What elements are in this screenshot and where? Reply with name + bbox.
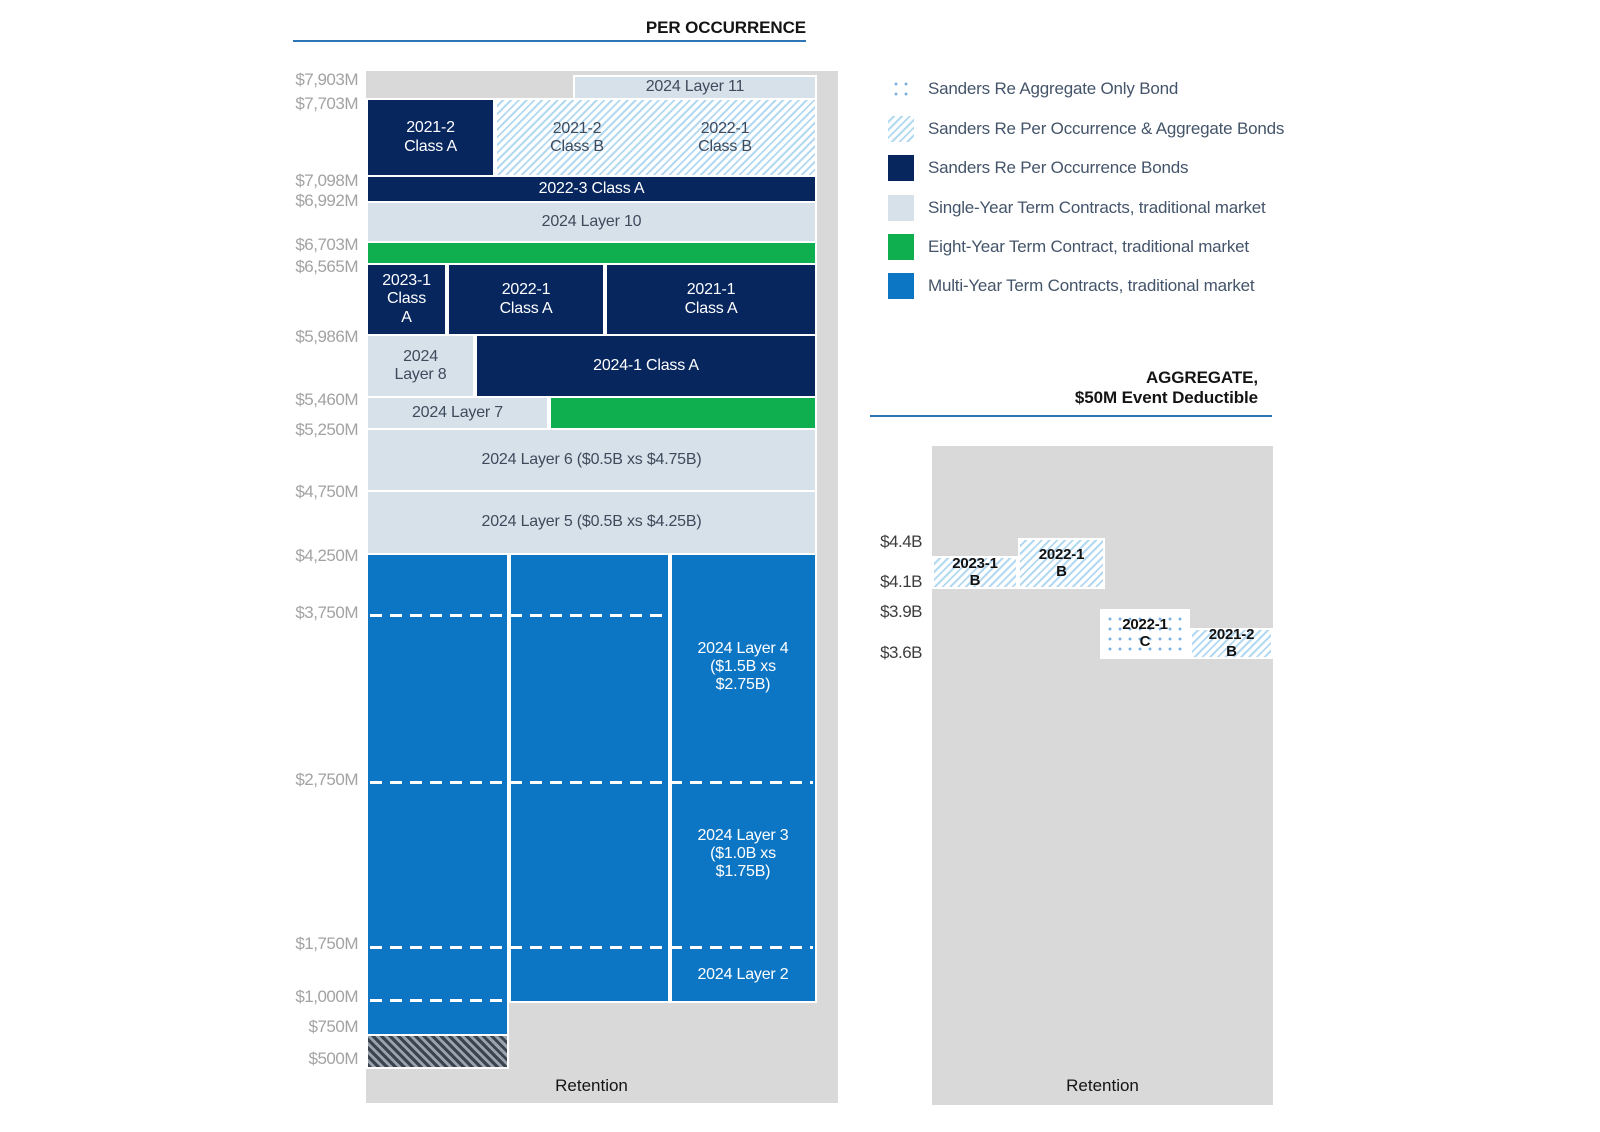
legend-swatch-per-occurrence-bond xyxy=(888,155,914,181)
tower-box-2024-layer-4-1-5b-xs-2-75b xyxy=(366,553,509,1036)
tower-box-label: 2024 Layer 3 ($1.0B xs $1.75B) xyxy=(697,826,789,881)
attachment-dashed-line xyxy=(370,946,813,949)
aggregate-box-label: 2022-1 B xyxy=(1038,545,1085,580)
tower-box-label: 2024 Layer 10 xyxy=(541,212,642,230)
y-axis-tick: $3,750M xyxy=(295,603,358,622)
y-axis-tick: $6,992M xyxy=(295,191,358,210)
y-axis-tick: $500M xyxy=(308,1049,358,1068)
aggregate-title-line2: $50M Event Deductible xyxy=(1074,388,1258,407)
aggregate-title xyxy=(1075,368,1258,408)
tower-box-2022-1-class-a xyxy=(447,263,605,336)
per-occurrence-title-underline xyxy=(293,40,806,42)
tower-box-2022-3-class-a xyxy=(366,175,817,203)
tower-box-per-occ-and-agg-bond xyxy=(495,98,817,177)
y-axis-tick: $2,750M xyxy=(295,770,358,789)
tower-box-label: 2024 Layer 5 ($0.5B xs $4.25B) xyxy=(481,513,702,531)
tower-box-label: 2024 Layer 6 ($0.5B xs $4.75B) xyxy=(481,450,702,468)
y-axis-tick: $7,903M xyxy=(295,70,358,89)
aggregate-retention-label: Retention xyxy=(1066,1076,1139,1095)
legend-swatch-per-occ-and-agg-bond xyxy=(888,116,914,142)
tower-box-2024-layer-3-1-0b-xs-1-75b xyxy=(509,553,670,1003)
per-occurrence-title: PER OCCURRENCE xyxy=(645,18,806,37)
y-axis-tick: $750M xyxy=(308,1017,358,1036)
per-occurrence-retention-label: Retention xyxy=(555,1076,628,1095)
attachment-dashed-line xyxy=(370,781,813,784)
tower-box-2024-layer-10 xyxy=(366,201,817,243)
y-axis-tick: $5,460M xyxy=(295,390,358,409)
aggregate-box-label: 2021-2 B xyxy=(1208,625,1255,660)
tower-box-label: 2024 Layer 2 xyxy=(697,965,789,983)
tower-box-2021-1-class-a xyxy=(605,263,817,336)
aggregate-box-2022-1-c xyxy=(1100,609,1190,659)
tower-box-eight-year xyxy=(549,396,817,430)
aggregate-box-label: 2023-1 B xyxy=(952,554,998,589)
tower-box-2024-layer-2 xyxy=(670,553,817,1003)
aggregate-title-underline xyxy=(870,415,1272,417)
legend-label: Single-Year Term Contracts, traditional market xyxy=(928,198,1266,217)
retention-hatched-band xyxy=(366,1034,509,1069)
legend-swatch-single-year xyxy=(888,195,914,221)
tower-box-label: 2024 Layer 4 ($1.5B xs $2.75B) xyxy=(697,639,789,694)
y-axis-tick: $7,098M xyxy=(295,171,358,190)
y-axis-tick: $4.1B xyxy=(880,572,922,591)
legend-label: Sanders Re Per Occurrence Bonds xyxy=(928,158,1189,177)
legend-label: Sanders Re Per Occurrence & Aggregate Bonds xyxy=(928,119,1285,138)
attachment-dashed-line xyxy=(370,999,505,1002)
y-axis-tick: $3.9B xyxy=(880,602,922,621)
tower-box-2024-layer-8 xyxy=(366,334,475,398)
legend-label: Eight-Year Term Contract, traditional market xyxy=(928,237,1249,256)
legend-swatch-multi-year xyxy=(888,273,914,299)
legend-swatch-aggregate-only-bond xyxy=(888,76,914,102)
tower-box-2024-1-class-a xyxy=(475,334,817,398)
y-axis-tick: $5,250M xyxy=(295,420,358,439)
y-axis-tick: $7,703M xyxy=(295,94,358,113)
y-axis-tick: $1,000M xyxy=(295,987,358,1006)
aggregate-box-label: 2022-1 C xyxy=(1122,616,1168,650)
y-axis-tick: $4,250M xyxy=(295,546,358,565)
tower-box-label: 2021-2 Class B xyxy=(550,119,604,155)
y-axis-tick: $6,565M xyxy=(295,257,358,276)
tower-box-label: 2022-1 Class B xyxy=(698,119,752,155)
aggregate-box-2023-1-b xyxy=(932,556,1018,589)
aggregate-box-2021-2-b xyxy=(1190,625,1273,660)
aggregate-title-line1: AGGREGATE, xyxy=(1145,368,1258,387)
legend-swatch-eight-year xyxy=(888,234,914,260)
tower-box-label: 2024 Layer 7 xyxy=(411,403,503,421)
tower-box-label: 2024 Layer 11 xyxy=(645,78,745,96)
tower-box-label: 2024-1 Class A xyxy=(593,356,699,374)
tower-box-label: 2024 Layer 8 xyxy=(394,347,447,383)
y-axis-tick: $3.6B xyxy=(880,643,922,662)
tower-box-2024-layer-7 xyxy=(366,396,549,430)
tower-box-label: 2022-3 Class A xyxy=(538,179,645,197)
tower-box-2021-2-class-a xyxy=(366,98,495,177)
y-axis-tick: $5,986M xyxy=(295,327,358,346)
tower-box-label: 2021-2 Class A xyxy=(404,119,457,155)
tower-box-label: 2021-1 Class A xyxy=(684,281,738,317)
aggregate-box-2022-1-b xyxy=(1018,538,1105,589)
y-axis-tick: $1,750M xyxy=(295,934,358,953)
y-axis-tick: $4,750M xyxy=(295,482,358,501)
tower-box-label: 2022-1 Class A xyxy=(499,281,553,317)
tower-box-eight-year xyxy=(366,241,817,265)
tower-box-2024-layer-5-0-5b-xs-4-25b xyxy=(366,490,817,555)
legend-label: Multi-Year Term Contracts, traditional market xyxy=(928,276,1255,295)
y-axis-tick: $6,703M xyxy=(295,235,358,254)
legend-label: Sanders Re Aggregate Only Bond xyxy=(928,79,1179,98)
tower-box-2024-layer-6-0-5b-xs-4-75b xyxy=(366,428,817,492)
tower-box-label: 2023-1 Class A xyxy=(382,272,431,326)
tower-box-2023-1-class-a xyxy=(366,263,447,336)
y-axis-tick: $4.4B xyxy=(880,532,922,551)
attachment-dashed-line xyxy=(370,614,666,617)
tower-box-2024-layer-11 xyxy=(573,75,817,100)
